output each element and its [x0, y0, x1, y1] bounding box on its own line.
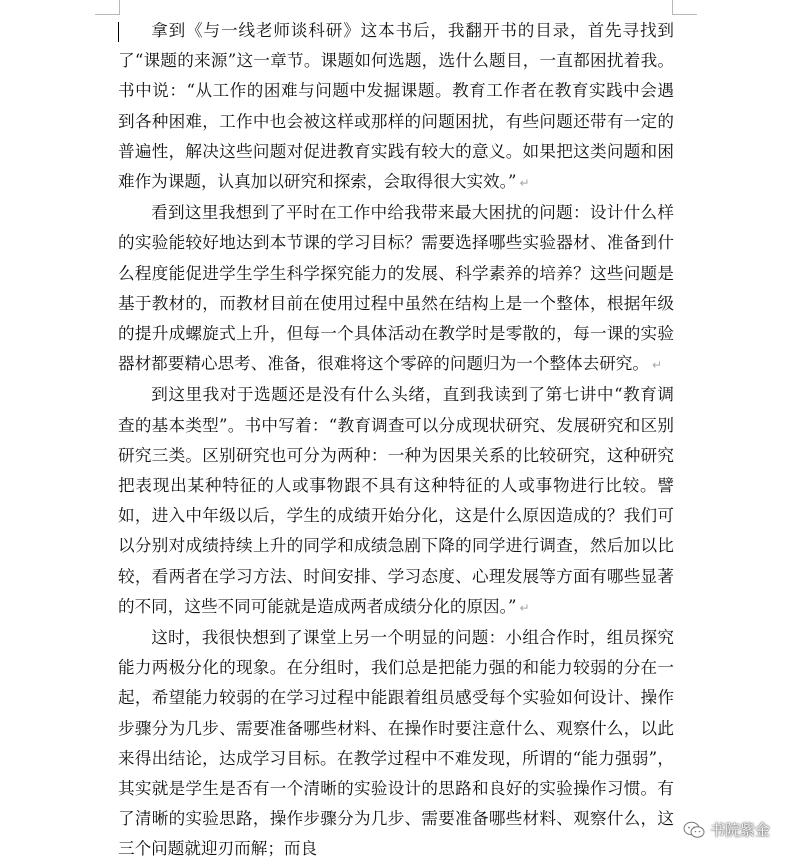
left-margin-corner-mark [95, 0, 120, 15]
paragraph-2[interactable]: 看到这里我想到了平时在工作中给我带来最大困扰的问题：设计什么样的实验能较好地达到本节课的学习目标？需要选择哪些实验器材、准备到什么程度能促进学生学生科学探究能力的发展、科学素养的培养？这些问题是基于教材的，而教材目前在使用过程中虽然在结构上是一个整体，根据年级的提升成螺旋式上升，但每一个具体活动在教学时是零散的，每一课的实验器材都要精心思考、准备，很难将这个零碎的问题归为一个整体去研究。 ↵ [118, 203, 674, 374]
watermark-text: 书院紫金 [709, 821, 770, 839]
document-body[interactable] [118, 16, 674, 865]
wechat-icon [683, 821, 705, 839]
paragraph-3[interactable]: 到这里我对于选题还是没有什么头绪，直到我读到了第七讲中“教育调查的基本类型”。书中写着：“教育调查可以分成现状研究、发展研究和区别研究三类。区别研究也可分为两种：一种为因果关系的比较研究，这种研究把表现出某种特征的人或事物跟不具有这种特征的人或事物进行比较。譬如，进入中年级以后，学生的成绩开始分化，这是什么原因造成的？我们可以分别对成绩持续上升的同学和成绩急剧下降的同学进行调查，然后加以比较，看两者在学习方法、时间安排、学习态度、心理发展等方面有哪些显著的不同，这些不同可能就是造成两者成绩分化的原因。” ↵ [118, 385, 674, 616]
paragraph-mark-icon: ↵ [519, 176, 530, 191]
paragraph-mark-icon: ↵ [519, 600, 530, 615]
right-margin-corner-mark [672, 0, 697, 15]
paragraph-1[interactable]: 拿到《与一线老师谈科研》这本书后，我翻开书的目录，首先寻找到了“课题的来源”这一章节。课题如何选题，选什么题目，一直都困扰着我。书中说：“从工作的困难与问题中发掘课题。教育工作者在教育实践中会遇到各种困难，工作中也会被这样或那样的问题困扰，有些问题还带有一定的普遍性，解决这些问题对促进教育实践有较大的意义。如果把这类问题和困难作为课题，认真加以研究和探索，会取得很大实效。” ↵ [118, 21, 674, 192]
watermark [683, 819, 770, 840]
paragraph-4[interactable]: 这时，我很快想到了课堂上另一个明显的问题：小组合作时，组员探究能力两极分化的现象。在分组时，我们总是把能力强的和能力较弱的分在一起，希望能力较弱的在学习过程中能跟着组员感受每个实验如何设计、操作步骤分为几步、需要准备哪些材料、在操作时要注意什么、观察什么，以此来得出结论，达成学习目标。在教学过程中不难发现，所谓的“能力强弱”，其实就是学生是否有一个清晰的实验设计的思路和良好的实验操作习惯。有了清晰的实验思路，操作步骤分为几步、需要准备哪些材料、观察什么，这三个问题就迎刃而解；而良 [118, 628, 674, 859]
paragraph-mark-icon: ↵ [652, 358, 663, 373]
